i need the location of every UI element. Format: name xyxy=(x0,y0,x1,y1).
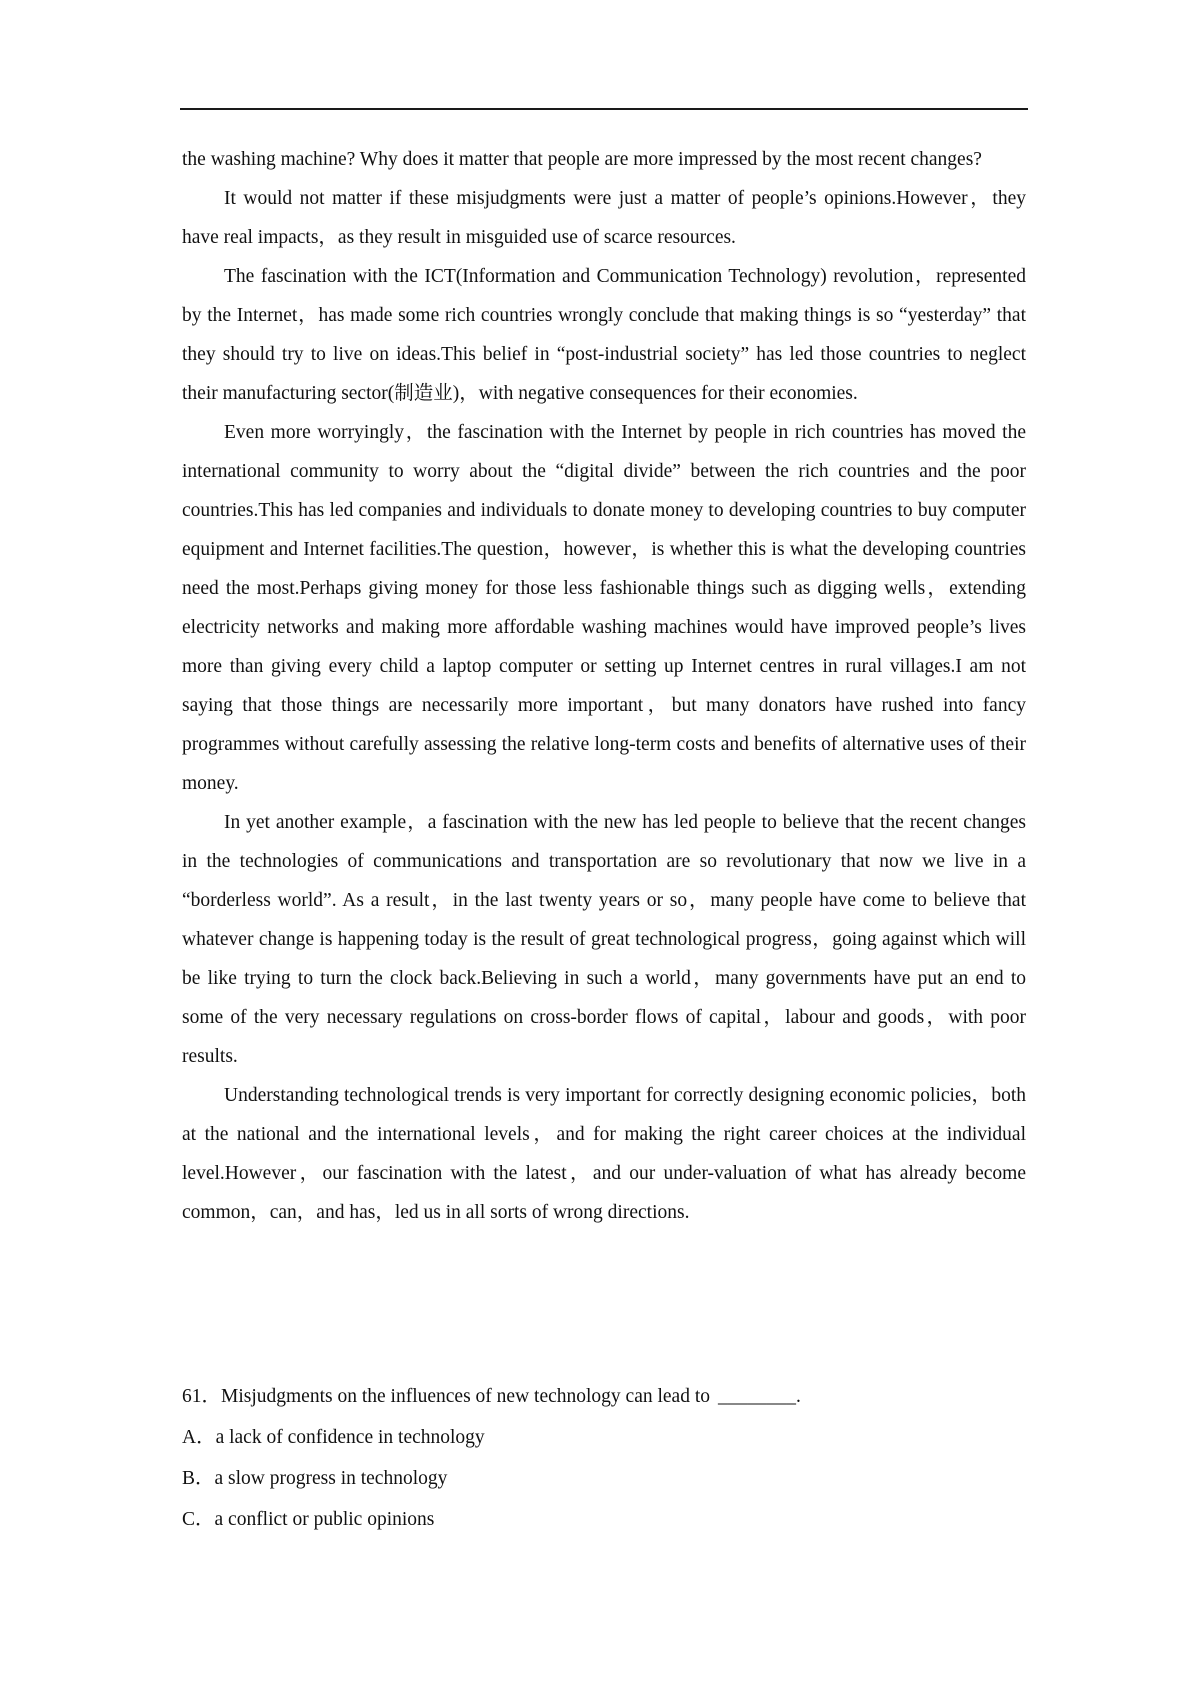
article-paragraph: Even more worryingly，the fascination with the Internet by people in rich countries has moved the international community to worry about the “digital divide” between the rich countries and the poor countries.This has led companies and individuals to donate money to developing countries to buy computer equipment and Internet facilities.The question，however，is whether this is what the developing countries need the most.Perhaps giving money for those less fashionable things such as digging wells，extending electricity networks and making more affordable washing machines would have improved people’s lives more than giving every child a laptop computer or setting up Internet centres in rural villages.I am not saying that those things are necessarily more important，but many donators have rushed into fancy programmes without carefully assessing the relative long-term costs and benefits of alternative uses of their money. xyxy=(182,422,1026,794)
question-stem-line xyxy=(182,1376,1026,1417)
question-61 xyxy=(182,1376,1026,1540)
answer-blank: ________. xyxy=(718,1386,801,1407)
article-body xyxy=(182,140,1026,1232)
article-paragraph: Understanding technological trends is very important for correctly designing economic policies，both at the national and the international levels，and for making the right career choices at the individual level.However，our fascination with the latest，and our under-valuation of what has already become common，can，and has，led us in all sorts of wrong directions. xyxy=(182,1085,1026,1223)
option-a: A．a lack of confidence in technology xyxy=(182,1427,485,1448)
article-paragraph: In yet another example，a fascination with the new has led people to believe that the recent changes in the technologies of communications and transportation are so revolutionary that now we live in a “borderless world”. As a result，in the last twenty years or so，many people have come to believe that whatever change is happening today is the result of great technological progress，going against which will be like trying to turn the clock back.Believing in such a world，many governments have put an end to some of the very necessary regulations on cross-border flows of capital，labour and goods，with poor results. xyxy=(182,812,1026,1067)
article-paragraph: The fascination with the ICT(Information and Communication Technology) revolution，represented by the Internet，has made some rich countries wrongly conclude that making things is so “yesterday” that they should try to live on ideas.This belief in “post-industrial society” has led those countries to neglect their manufacturing sector(制造业)，with negative consequences for their economies. xyxy=(182,266,1026,404)
option-c: C．a conflict or public opinions xyxy=(182,1509,435,1530)
header-rule xyxy=(180,108,1028,110)
article-paragraph: the washing machine? Why does it matter that people are more impressed by the most recent changes? xyxy=(182,149,982,170)
option-b: B．a slow progress in technology xyxy=(182,1468,448,1489)
question-stem: 61．Misjudgments on the influences of new technology can lead to xyxy=(182,1386,711,1407)
article-paragraph: It would not matter if these misjudgments were just a matter of people’s opinions.However，they have real impacts，as they result in misguided use of scarce resources. xyxy=(182,188,1026,248)
